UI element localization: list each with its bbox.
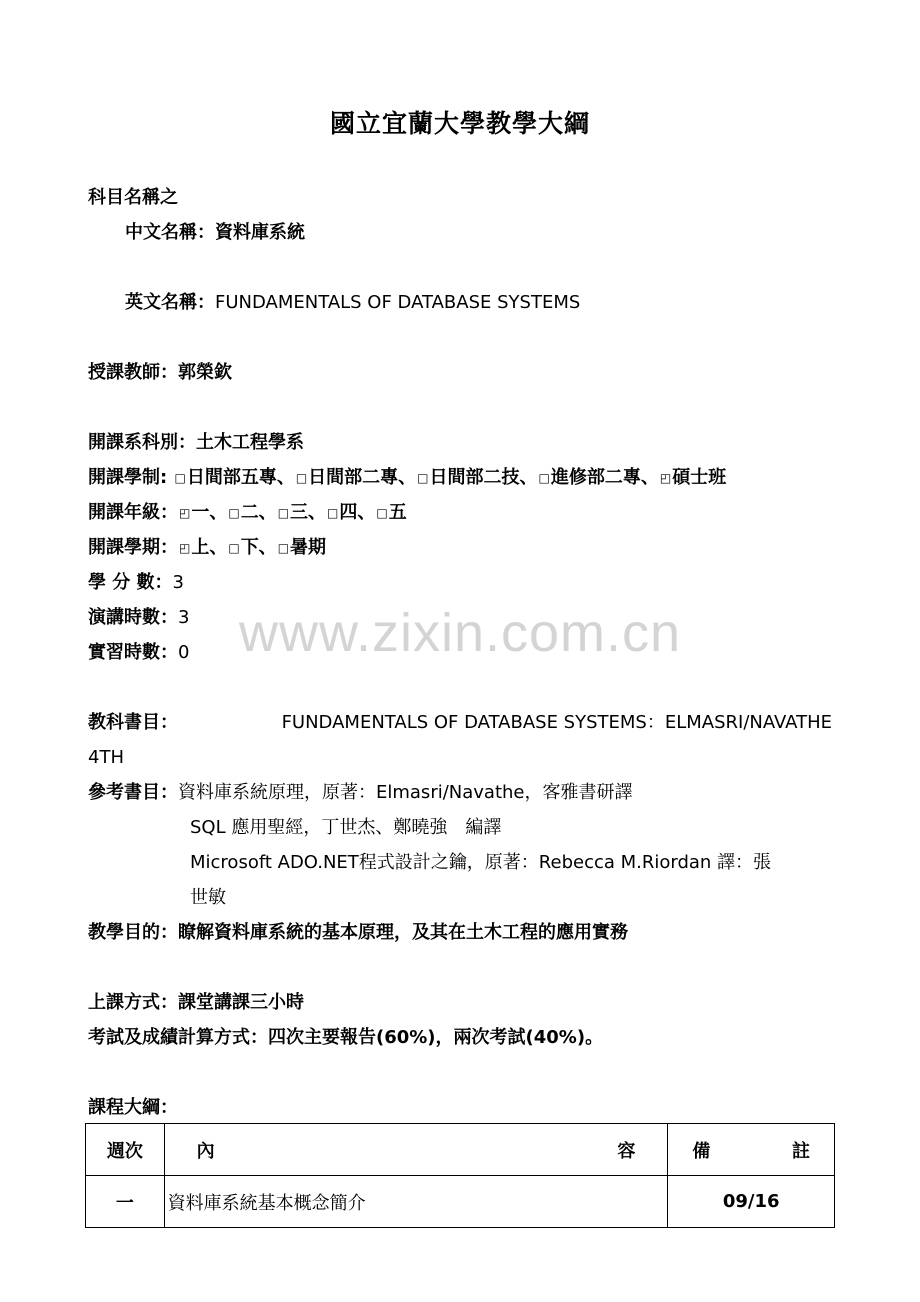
english-name-label: 英文名稱： — [125, 292, 215, 313]
teacher-row — [88, 361, 232, 385]
system-option-label: 碩士班 — [672, 467, 727, 488]
row-note: 09/16 — [668, 1176, 835, 1228]
chinese-name-value: 資料庫系統 — [215, 222, 305, 243]
header-content-left: 內 — [196, 1140, 215, 1162]
year-option-label: 一、 — [191, 502, 228, 523]
checkbox-empty-icon[interactable]: □ — [417, 471, 429, 485]
checkbox-empty-icon[interactable]: □ — [327, 506, 339, 520]
lecture-hours-value: 3 — [178, 607, 190, 628]
header-note — [668, 1124, 835, 1176]
system-option-label: 日間部二專、 — [308, 467, 417, 488]
grading-value: 四次主要報告(60%)，兩次考試(40%)。 — [268, 1027, 604, 1048]
credits-label: 學 分 數： — [88, 572, 173, 593]
checkbox-empty-icon[interactable]: □ — [174, 471, 186, 485]
chinese-name-label: 中文名稱： — [125, 222, 215, 243]
english-name-row — [125, 291, 580, 315]
checkbox-checked-icon[interactable]: ◰ — [659, 471, 672, 485]
lecture-hours-label: 演講時數： — [88, 607, 178, 628]
term-option-label: 上、 — [191, 537, 228, 558]
system-label: 開課學制: — [88, 467, 168, 488]
document-title: 國立宜蘭大學教學大綱 — [329, 109, 590, 138]
textbook-row — [88, 711, 832, 735]
checkbox-empty-icon[interactable]: □ — [228, 541, 240, 555]
header-note-left: 備 — [692, 1140, 711, 1162]
checkbox-empty-icon[interactable]: □ — [228, 506, 240, 520]
practice-hours-row — [88, 641, 189, 665]
watermark: www.zixin.com.cn — [238, 603, 682, 663]
year-label: 開課年級： — [88, 502, 178, 523]
year-option-label: 二、 — [240, 502, 277, 523]
lecture-hours-row — [88, 606, 189, 630]
method-value: 課堂講課三小時 — [178, 992, 304, 1013]
grading-row — [88, 1026, 603, 1050]
table-row — [86, 1176, 835, 1228]
chinese-name-row — [125, 221, 305, 245]
checkbox-checked-icon[interactable]: ◰ — [179, 506, 191, 520]
method-label: 上課方式： — [88, 992, 178, 1013]
reference-item: SQL 應用聖經，丁世杰、鄭曉強 編譯 — [190, 817, 502, 838]
outline-label: 課程大綱： — [88, 1097, 178, 1118]
header-content — [164, 1124, 668, 1176]
teacher-value: 郭榮欽 — [178, 362, 232, 383]
header-content-right: 容 — [617, 1140, 636, 1162]
checkbox-empty-icon[interactable]: □ — [295, 471, 308, 485]
practice-hours-label: 實習時數： — [88, 642, 178, 663]
header-note-right: 註 — [792, 1140, 810, 1162]
textbook-line-1: FUNDAMENTALS OF DATABASE SYSTEMS：ELMASRI/NAVATHE — [281, 712, 832, 733]
system-option-label: 日間部五專、 — [186, 467, 295, 488]
department-value: 土木工程學系 — [196, 432, 304, 453]
system-options — [173, 467, 726, 488]
checkbox-empty-icon[interactable]: □ — [376, 506, 388, 520]
textbook-line-2: 4TH — [88, 747, 124, 768]
grading-label: 考試及成績計算方式： — [88, 1027, 268, 1048]
teacher-label: 授課教師： — [88, 362, 178, 383]
term-label: 開課學期： — [88, 537, 178, 558]
credits-value: 3 — [172, 572, 184, 593]
term-option-label: 暑期 — [290, 537, 327, 558]
reference-row — [88, 781, 633, 805]
credits-row — [88, 571, 184, 595]
textbook-label: 教科書目： — [88, 712, 178, 733]
reference-item: 資料庫系統原理，原著：Elmasri/Navathe，客雅書研譯 — [178, 782, 633, 803]
checkbox-empty-icon[interactable]: □ — [538, 471, 550, 485]
checkbox-empty-icon[interactable]: □ — [277, 541, 290, 555]
system-row — [88, 466, 726, 490]
reference-label: 參考書目： — [88, 782, 178, 803]
row-content: 資料庫系統基本概念簡介 — [164, 1176, 668, 1228]
table-header-row — [86, 1124, 835, 1176]
year-option-label: 三、 — [290, 502, 327, 523]
term-option-label: 下、 — [240, 537, 277, 558]
department-label: 開課系科別： — [88, 432, 196, 453]
goal-value: 瞭解資料庫系統的基本原理，及其在土木工程的應用實務 — [178, 922, 628, 943]
goal-row — [88, 921, 628, 945]
header-week: 週次 — [86, 1124, 165, 1176]
year-row — [88, 501, 407, 525]
row-week: 一 — [86, 1176, 165, 1228]
department-row — [88, 431, 304, 455]
year-option-label: 五 — [388, 502, 407, 523]
checkbox-checked-icon[interactable]: ◰ — [179, 541, 191, 555]
year-option-label: 四、 — [339, 502, 376, 523]
goal-label: 教學目的： — [88, 922, 178, 943]
practice-hours-value: 0 — [178, 642, 190, 663]
method-row — [88, 991, 304, 1015]
course-outline-table — [85, 1123, 835, 1228]
reference-item: Microsoft ADO.NET程式設計之鑰，原著：Rebecca M.Riordan 譯：張 — [190, 852, 772, 873]
course-name-heading: 科目名稱之 — [88, 187, 178, 208]
english-name-value: FUNDAMENTALS OF DATABASE SYSTEMS — [215, 292, 581, 313]
reference-item: 世敏 — [190, 887, 226, 908]
term-row — [88, 536, 326, 560]
checkbox-empty-icon[interactable]: □ — [277, 506, 290, 520]
system-option-label: 日間部二技、 — [429, 467, 538, 488]
system-option-label: 進修部二專、 — [550, 467, 659, 488]
